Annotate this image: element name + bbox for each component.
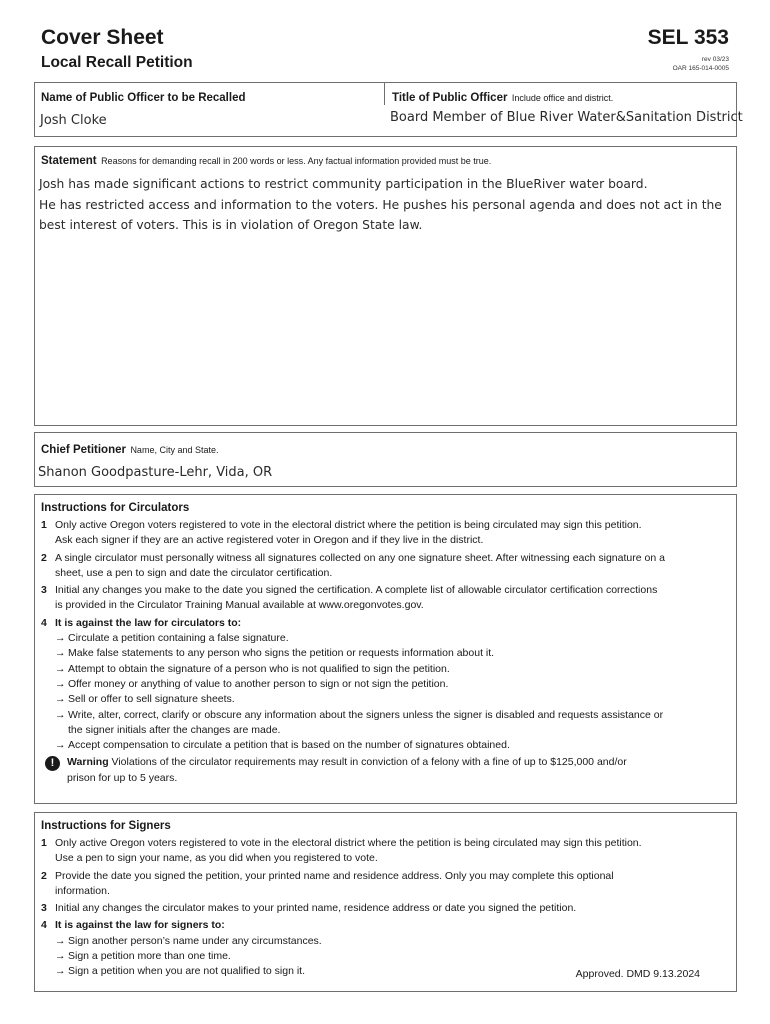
arrow-icon: → [55,934,66,947]
arrow-icon: → [55,632,66,645]
form-code: SEL 353 [647,26,729,49]
instruction-item [41,836,730,867]
item-text: Only active Oregon voters registered to vote in the electoral district where the petition is being circulated may sign this petition. [55,837,642,849]
item-text: Provide the date you signed the petition, your printed name and residence address. Only you may complete this optional [55,869,614,882]
item-text: It is against the law for signers to: [55,919,225,932]
warning-label: Warning [67,756,109,769]
rule-text: Sign a petition more than one time. [68,950,231,963]
rule-item [55,934,730,949]
circulator-instructions [34,494,737,804]
item-text: information. [55,884,110,897]
rule-text: Accept compensation to circulate a petition that is based on the number of signatures obtained. [68,739,510,752]
rule-item [55,708,730,739]
item-number: 1 [41,519,47,531]
officer-title-cell [384,83,743,136]
instruction-item [41,583,730,614]
statement-field[interactable] [39,174,729,236]
item-number: 3 [41,584,47,597]
rule-text: Offer money or anything of value to another person to sign or not sign the petition. [68,677,449,690]
item-number: 2 [41,551,47,564]
revision-info [673,55,729,73]
rule-text-cont: the signer initials after the changes are made. [68,723,281,736]
rule-item [55,949,730,964]
arrow-icon: → [55,662,66,675]
officer-title-field[interactable]: Board Member of Blue River Water&Sanitation District [390,110,743,125]
rule-item [55,677,730,692]
instruction-item [41,901,730,916]
item-number: 3 [41,902,47,915]
rule-text: Sign a petition when you are not qualified to sign it. [68,965,305,978]
arrow-icon: → [55,708,66,721]
arrow-icon: → [55,739,66,752]
statement-hint: Reasons for demanding recall in 200 words or less. Any factual information provided must be true. [101,156,492,166]
statement-section[interactable] [34,146,737,426]
warning-text-cont: prison for up to 5 years. [67,771,178,784]
statement-line: He has restricted access and information to the voters. He pushes his personal agenda and does not act in the [39,197,722,212]
arrow-icon: → [55,950,66,963]
chief-petitioner-field[interactable]: Shanon Goodpasture-Lehr, Vida, OR [38,465,273,480]
officer-title-hint: Include office and district. [511,93,614,103]
rule-item [55,738,730,753]
arrow-icon: → [55,965,66,978]
item-number: 4 [41,919,47,932]
rule-text: Make false statements to any person who signs the petition or requests information about it. [68,647,495,660]
rule-item [55,646,730,661]
revision-date: rev 03/23 [701,56,729,63]
item-text: Use a pen to sign your name, as you did when you registered to vote. [55,852,378,865]
chief-petitioner-section [34,432,737,487]
officer-name-field[interactable]: Josh Cloke [40,113,107,128]
officer-section [34,82,743,137]
rule-text: Circulate a petition containing a false signature. [68,632,289,645]
approval-note: Approved. DMD 9.13.2024 [575,968,700,980]
item-number: 4 [41,616,47,629]
page-title: Cover Sheet [41,26,164,49]
chief-petitioner-hint: Name, City and State. [130,445,219,455]
instruction-item [41,518,730,549]
rule-text: Write, alter, correct, clarify or obscure any information about the signers unless the signer is disabled and requests assistance or [68,708,664,721]
item-text: is provided in the Circulator Training Manual available at www.oregonvotes.gov. [55,599,424,612]
rule-text: Sign another person’s name under any circumstances. [68,934,322,947]
item-text: Initial any changes you make to the date you signed the certification. A complete list of allowable circulator certification corrections [55,584,658,597]
officer-name-cell [35,83,384,136]
signer-heading: Instructions for Signers [41,820,171,832]
item-text: Only active Oregon voters registered to vote in the electoral district where the petition is being circulated may sign this petition. [55,519,642,531]
item-text: A single circulator must personally witness all signatures collected on any one signature sheet. After witnessing each signature on a [55,551,665,564]
item-text: It is against the law for circulators to: [55,616,242,629]
rule-item [55,692,730,707]
arrow-icon: → [55,647,66,660]
officer-title-label: Title of Public Officer [392,92,508,104]
oar-reference: OAR 165-014-0005 [672,65,729,72]
arrow-icon: → [55,693,66,706]
instruction-item [41,869,730,900]
page-subtitle: Local Recall Petition [41,54,193,71]
rule-item [55,662,730,677]
statement-label: Statement [41,155,97,167]
warning-icon: ! [45,756,60,771]
item-number: 2 [41,869,47,882]
item-text: sheet, use a pen to sign and date the circulator certification. [55,566,333,579]
officer-name-label: Name of Public Officer to be Recalled [41,92,246,104]
instruction-item [41,551,730,582]
rule-text: Attempt to obtain the signature of a person who is not qualified to sign the petition. [68,662,450,675]
item-text: Initial any changes the circulator makes to your printed name, residence address or date you signed the petition. [55,902,577,915]
chief-petitioner-label: Chief Petitioner [41,444,126,456]
rule-item [55,631,730,646]
rule-text: Sell or offer to sell signature sheets. [68,693,235,706]
warning-text: Violations of the circulator requirements may result in conviction of a felony with a fine of up to $125,000 and/or [111,756,627,769]
instruction-item [41,616,730,754]
circulator-heading: Instructions for Circulators [41,502,190,514]
item-number: 1 [41,837,47,849]
warning-note [41,755,730,786]
statement-line: best interest of voters. This is in violation of Oregon State law. [39,218,423,232]
signer-instructions [34,812,737,992]
statement-line: Josh has made significant actions to restrict community participation in the BlueRiver water board. [39,177,648,191]
arrow-icon: → [55,677,66,690]
item-text: Ask each signer if they are an active registered voter in Oregon and if they live in the district. [55,534,484,547]
